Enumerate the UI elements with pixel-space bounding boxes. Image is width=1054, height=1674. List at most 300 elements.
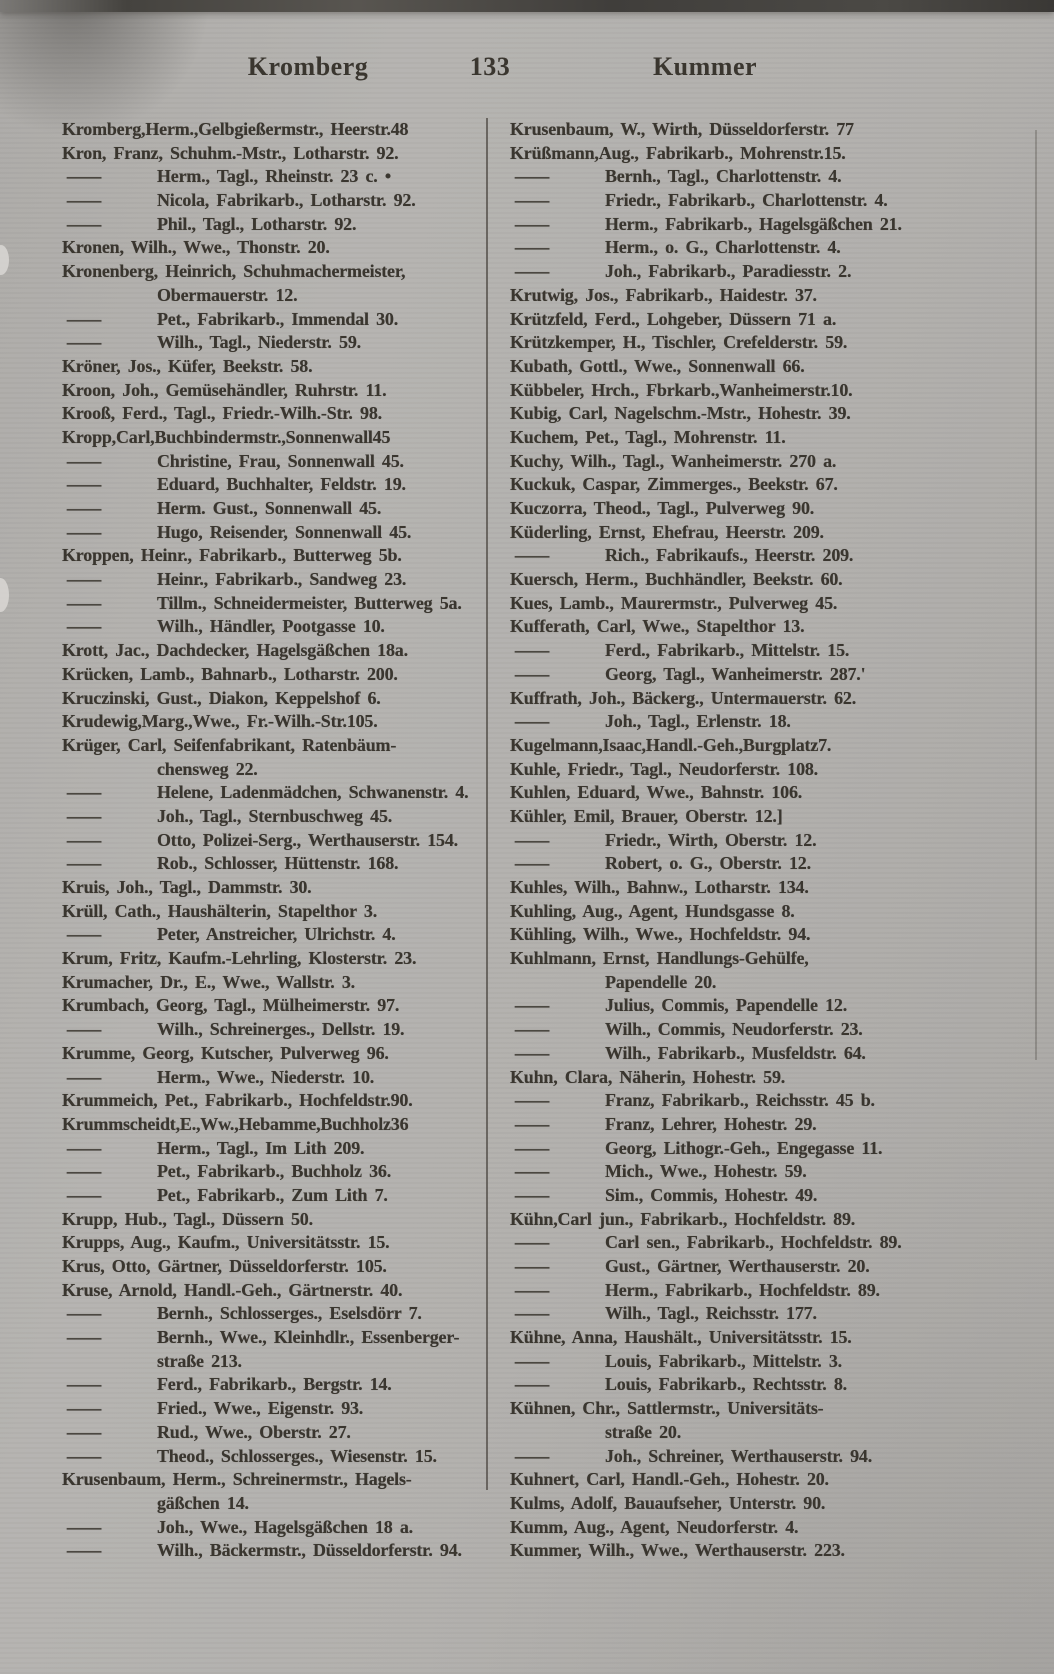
directory-entry bbox=[510, 1468, 962, 1492]
entry-text: Krutwig, Jos., Fabrikarb., Haidestr. 37. bbox=[510, 284, 817, 305]
directory-entry bbox=[510, 1445, 962, 1469]
directory-entry bbox=[510, 450, 962, 474]
directory-entry bbox=[62, 1184, 474, 1208]
same-surname-dash: — bbox=[515, 1161, 549, 1182]
entry-text: Kruczinski, Gust., Diakon, Keppelshof 6. bbox=[62, 687, 381, 708]
entry-text: Wilh., Händler, Pootgasse 10. bbox=[157, 616, 385, 637]
entry-text: Krudewig,Marg.,Wwe., Fr.-Wilh.-Str.105. bbox=[62, 711, 378, 732]
same-surname-dash: — bbox=[515, 711, 549, 732]
directory-entry bbox=[62, 568, 474, 592]
entry-text: Kühler, Emil, Brauer, Oberstr. 12.] bbox=[510, 805, 783, 826]
directory-entry bbox=[62, 1397, 474, 1421]
same-surname-dash: — bbox=[515, 995, 549, 1016]
entry-text: Kroon, Joh., Gemüsehändler, Ruhrstr. 11. bbox=[62, 379, 387, 400]
entry-text: Wilh., Tagl., Reichsstr. 177. bbox=[605, 1303, 817, 1324]
entry-text: Kuchy, Wilh., Tagl., Wanheimerstr. 270 a. bbox=[510, 450, 837, 471]
directory-entry bbox=[62, 663, 474, 687]
directory-entry bbox=[62, 852, 474, 876]
entry-text: Krüger, Carl, Seifenfabrikant, Ratenbäum- bbox=[62, 734, 397, 755]
directory-entry bbox=[510, 947, 962, 971]
directory-entry bbox=[62, 284, 474, 308]
same-surname-dash: — bbox=[67, 569, 101, 590]
same-surname-dash: — bbox=[67, 213, 101, 234]
entry-text: Kromberg,Herm.,Gelbgießermstr., Heerstr.48 bbox=[62, 119, 409, 139]
directory-entry bbox=[62, 1516, 474, 1540]
entry-text: Kuhn, Clara, Näherin, Hohestr. 59. bbox=[510, 1066, 786, 1087]
same-surname-dash: — bbox=[515, 1019, 549, 1040]
directory-entry bbox=[62, 1113, 474, 1137]
entry-text: Tillm., Schneidermeister, Butterweg 5a. bbox=[157, 592, 462, 613]
directory-entry bbox=[62, 1089, 474, 1113]
directory-entry bbox=[62, 379, 474, 403]
same-surname-dash: — bbox=[515, 1303, 549, 1324]
entry-text: Peter, Anstreicher, Ulrichstr. 4. bbox=[157, 924, 396, 945]
entry-text: Kuchem, Pet., Tagl., Mohrenstr. 11. bbox=[510, 426, 786, 447]
directory-entry bbox=[510, 758, 962, 782]
directory-entry bbox=[510, 1231, 962, 1255]
same-surname-dash: — bbox=[67, 1137, 101, 1158]
directory-entry bbox=[62, 142, 474, 166]
entry-text: Herm. Gust., Sonnenwall 45. bbox=[157, 498, 382, 518]
entry-text: Rob., Schlosser, Hüttenstr. 168. bbox=[157, 853, 399, 874]
entry-text: Pet., Fabrikarb., Immendal 30. bbox=[157, 308, 398, 329]
directory-entry bbox=[62, 1018, 474, 1042]
directory-entry bbox=[62, 687, 474, 711]
entry-text: Rud., Wwe., Oberstr. 27. bbox=[157, 1421, 351, 1442]
directory-entry bbox=[62, 639, 474, 663]
directory-entry bbox=[510, 1539, 962, 1563]
entry-text: Bernh., Schlosserges., Eselsdörr 7. bbox=[157, 1303, 422, 1324]
entry-text: Herm., Tagl., Im Lith 209. bbox=[157, 1137, 365, 1158]
entry-text: Krooß, Ferd., Tagl., Friedr.-Wilh.-Str. 98. bbox=[62, 403, 382, 424]
directory-entry bbox=[510, 1137, 962, 1161]
directory-entry bbox=[62, 308, 474, 332]
same-surname-dash: — bbox=[515, 545, 549, 566]
directory-entry bbox=[62, 710, 474, 734]
directory-entry bbox=[510, 236, 962, 260]
entry-text: Kubath, Gottl., Wwe., Sonnenwall 66. bbox=[510, 355, 805, 376]
scan-top-edge-artifact bbox=[0, 0, 1054, 12]
entry-text: Krützfeld, Ferd., Lohgeber, Düssern 71 a. bbox=[510, 308, 837, 329]
directory-entry bbox=[62, 615, 474, 639]
directory-entry bbox=[62, 1302, 474, 1326]
column-divider-rule bbox=[486, 118, 488, 1490]
entry-text: Kühling, Wilh., Wwe., Hochfeldstr. 94. bbox=[510, 924, 811, 945]
directory-entry bbox=[62, 1279, 474, 1303]
directory-entry bbox=[510, 165, 962, 189]
entry-text: Wilh., Schreinerges., Dellstr. 19. bbox=[157, 1019, 405, 1040]
same-surname-dash: — bbox=[515, 853, 549, 874]
header-keyword-left: Kromberg bbox=[247, 52, 369, 81]
directory-entry bbox=[510, 592, 962, 616]
entry-text: Joh., Tagl., Sternbuschweg 45. bbox=[157, 805, 393, 826]
entry-text: Wilh., Bäckermstr., Düsseldorferstr. 94. bbox=[157, 1540, 462, 1561]
running-header bbox=[0, 52, 1054, 88]
entry-text: Fried., Wwe., Eigenstr. 93. bbox=[157, 1398, 364, 1419]
directory-entry bbox=[510, 805, 962, 829]
entry-text: Phil., Tagl., Lotharstr. 92. bbox=[157, 213, 357, 234]
entry-text: Louis, Fabrikarb., Mittelstr. 3. bbox=[605, 1350, 842, 1371]
directory-entry bbox=[62, 189, 474, 213]
directory-entry bbox=[510, 118, 962, 142]
directory-entry bbox=[510, 781, 962, 805]
entry-text: Herm., Wwe., Niederstr. 10. bbox=[157, 1066, 375, 1087]
entry-text: Otto, Polizei-Serg., Werthauserstr. 154. bbox=[157, 829, 458, 850]
directory-entry bbox=[510, 1326, 962, 1350]
same-surname-dash: — bbox=[67, 1540, 101, 1561]
entry-text: Louis, Fabrikarb., Rechtsstr. 8. bbox=[605, 1374, 847, 1395]
directory-entry bbox=[510, 615, 962, 639]
entry-text: Krüßmann,Aug., Fabrikarb., Mohrenstr.15. bbox=[510, 142, 846, 163]
entry-text: Krummscheidt,E.,Ww.,Hebamme,Buchholz36 bbox=[62, 1113, 409, 1134]
entry-text: Kulms, Adolf, Bauaufseher, Unterstr. 90. bbox=[510, 1492, 826, 1513]
directory-entry bbox=[510, 544, 962, 568]
directory-entry bbox=[62, 1066, 474, 1090]
entry-text: Krumacher, Dr., E., Wwe., Wallstr. 3. bbox=[62, 971, 355, 992]
entry-text: Krumbach, Georg, Tagl., Mülheimerstr. 97. bbox=[62, 995, 400, 1016]
directory-entry bbox=[510, 1516, 962, 1540]
entry-text: Wilh., Commis, Neudorferstr. 23. bbox=[605, 1019, 863, 1040]
same-surname-dash: — bbox=[515, 166, 549, 187]
entry-text: Kronenberg, Heinrich, Schuhmachermeister, bbox=[62, 261, 406, 282]
same-surname-dash: — bbox=[515, 190, 549, 211]
directory-entry bbox=[62, 450, 474, 474]
same-surname-dash: — bbox=[515, 261, 549, 282]
same-surname-dash: — bbox=[67, 474, 101, 495]
entry-text: Kufferath, Carl, Wwe., Stapelthor 13. bbox=[510, 616, 805, 637]
directory-entry bbox=[62, 165, 474, 189]
directory-entry bbox=[510, 308, 962, 332]
directory-entry bbox=[510, 1208, 962, 1232]
directory-entry bbox=[62, 758, 474, 782]
directory-entry bbox=[510, 260, 962, 284]
entry-text: Heinr., Fabrikarb., Sandweg 23. bbox=[157, 569, 407, 590]
entry-text: Mich., Wwe., Hohestr. 59. bbox=[605, 1161, 807, 1182]
entry-text: Kuhlmann, Ernst, Handlungs-Gehülfe, bbox=[510, 948, 809, 969]
directory-entry bbox=[510, 710, 962, 734]
same-surname-dash: — bbox=[515, 1279, 549, 1300]
entry-text: straße 20. bbox=[605, 1421, 681, 1442]
entry-text: Kruse, Arnold, Handl.-Geh., Gärtnerstr. 40. bbox=[62, 1279, 403, 1300]
entry-text: Krupp, Hub., Tagl., Düssern 50. bbox=[62, 1208, 313, 1229]
directory-entry bbox=[62, 213, 474, 237]
directory-entry bbox=[62, 1492, 474, 1516]
directory-entry bbox=[62, 473, 474, 497]
directory-entry bbox=[510, 142, 962, 166]
entry-text: Wilh., Tagl., Niederstr. 59. bbox=[157, 332, 361, 353]
entry-text: Joh., Fabrikarb., Paradiesstr. 2. bbox=[605, 261, 852, 282]
directory-entry bbox=[510, 1113, 962, 1137]
entry-text: Kuersch, Herm., Buchhändler, Beekstr. 60. bbox=[510, 569, 843, 590]
directory-entry bbox=[510, 1255, 962, 1279]
same-surname-dash: — bbox=[67, 1398, 101, 1419]
entry-text: Krummeich, Pet., Fabrikarb., Hochfeldstr.90. bbox=[62, 1090, 413, 1111]
entry-text: Herm., Tagl., Rheinstr. 23 c. • bbox=[157, 166, 391, 187]
entry-text: Krus, Otto, Gärtner, Düsseldorferstr. 105. bbox=[62, 1256, 387, 1276]
same-surname-dash: — bbox=[67, 521, 101, 542]
entry-text: Georg, Lithogr.-Geh., Engegasse 11. bbox=[605, 1137, 883, 1158]
directory-entry bbox=[62, 1421, 474, 1445]
entry-text: Sim., Commis, Hohestr. 49. bbox=[605, 1184, 818, 1205]
directory-entry bbox=[62, 1326, 474, 1350]
directory-entry bbox=[510, 213, 962, 237]
same-surname-dash: — bbox=[515, 237, 549, 258]
entry-text: Kühn,Carl jun., Fabrikarb., Hochfeldstr. 89. bbox=[510, 1208, 856, 1229]
entry-text: Georg, Tagl., Wanheimerstr. 287.' bbox=[605, 663, 866, 684]
directory-entry bbox=[510, 1397, 962, 1421]
directory-entry bbox=[62, 118, 474, 142]
directory-entry bbox=[62, 1350, 474, 1374]
entry-text: Wilh., Fabrikarb., Musfeldstr. 64. bbox=[605, 1042, 866, 1063]
same-surname-dash: — bbox=[67, 166, 101, 187]
entry-text: Kuhlen, Eduard, Wwe., Bahnstr. 106. bbox=[510, 782, 803, 803]
directory-entry bbox=[62, 734, 474, 758]
same-surname-dash: — bbox=[67, 924, 101, 945]
entry-text: Franz, Fabrikarb., Reichsstr. 45 b. bbox=[605, 1090, 875, 1111]
directory-entry bbox=[510, 1160, 962, 1184]
entry-text: Kronen, Wilh., Wwe., Thonstr. 20. bbox=[62, 237, 330, 258]
same-surname-dash: — bbox=[67, 1066, 101, 1087]
same-surname-dash: — bbox=[515, 663, 549, 684]
directory-entry bbox=[62, 1255, 474, 1279]
directory-entry bbox=[510, 355, 962, 379]
entry-text: Bernh., Tagl., Charlottenstr. 4. bbox=[605, 166, 842, 187]
same-surname-dash: — bbox=[67, 498, 101, 518]
directory-entry bbox=[510, 521, 962, 545]
directory-entry bbox=[62, 1042, 474, 1066]
same-surname-dash: — bbox=[515, 1256, 549, 1276]
entry-text: Herm., o. G., Charlottenstr. 4. bbox=[605, 237, 841, 258]
same-surname-dash: — bbox=[67, 616, 101, 637]
directory-entry bbox=[62, 1373, 474, 1397]
directory-entry bbox=[510, 1184, 962, 1208]
same-surname-dash: — bbox=[67, 1161, 101, 1182]
same-surname-dash: — bbox=[515, 1232, 549, 1253]
entry-text: straße 213. bbox=[157, 1350, 242, 1371]
entry-text: Kuczorra, Theod., Tagl., Pulverweg 90. bbox=[510, 498, 815, 518]
directory-entry bbox=[510, 852, 962, 876]
same-surname-dash: — bbox=[67, 1019, 101, 1040]
entry-text: Krüll, Cath., Haushälterin, Stapelthor 3. bbox=[62, 900, 377, 921]
same-surname-dash: — bbox=[515, 1350, 549, 1371]
directory-entry bbox=[510, 994, 962, 1018]
directory-entry bbox=[510, 1421, 962, 1445]
entry-text: Ferd., Fabrikarb., Bergstr. 14. bbox=[157, 1374, 392, 1395]
entry-text: Robert, o. G., Oberstr. 12. bbox=[605, 853, 811, 874]
directory-entry bbox=[62, 900, 474, 924]
same-surname-dash: — bbox=[515, 213, 549, 234]
directory-entry bbox=[510, 687, 962, 711]
same-surname-dash: — bbox=[515, 1113, 549, 1134]
directory-entry bbox=[510, 900, 962, 924]
directory-entry bbox=[62, 521, 474, 545]
entry-text: Herm., Fabrikarb., Hagelsgäßchen 21. bbox=[605, 213, 902, 234]
entry-text: Pet., Fabrikarb., Buchholz 36. bbox=[157, 1161, 392, 1182]
directory-entry bbox=[62, 805, 474, 829]
directory-entry bbox=[62, 260, 474, 284]
right-column bbox=[510, 118, 962, 1563]
directory-entry bbox=[62, 1137, 474, 1161]
directory-entry bbox=[510, 1302, 962, 1326]
entry-text: Kropp,Carl,Buchbindermstr.,Sonnenwall45 bbox=[62, 426, 391, 447]
entry-text: Julius, Commis, Papendelle 12. bbox=[605, 995, 848, 1016]
directory-entry bbox=[510, 189, 962, 213]
directory-entry bbox=[510, 923, 962, 947]
same-surname-dash: — bbox=[515, 1137, 549, 1158]
directory-entry bbox=[62, 1539, 474, 1563]
entry-text: Kuhling, Aug., Agent, Hundsgasse 8. bbox=[510, 900, 795, 921]
entry-text: Pet., Fabrikarb., Zum Lith 7. bbox=[157, 1184, 388, 1205]
entry-text: Nicola, Fabrikarb., Lotharstr. 92. bbox=[157, 190, 416, 211]
entry-text: Kroppen, Heinr., Fabrikarb., Butterweg 5b. bbox=[62, 545, 402, 566]
same-surname-dash: — bbox=[67, 1327, 101, 1348]
same-surname-dash: — bbox=[67, 829, 101, 850]
directory-entry bbox=[62, 355, 474, 379]
entry-text: Krücken, Lamb., Bahnarb., Lotharstr. 200. bbox=[62, 663, 398, 684]
paper-chip-artifact bbox=[0, 245, 9, 275]
directory-entry bbox=[510, 1279, 962, 1303]
same-surname-dash: — bbox=[67, 1516, 101, 1537]
entry-text: Kuhles, Wilh., Bahnw., Lotharstr. 134. bbox=[510, 877, 809, 897]
entry-text: Kugelmann,Isaac,Handl.-Geh.,Burgplatz7. bbox=[510, 734, 832, 755]
entry-text: Joh., Tagl., Erlenstr. 18. bbox=[605, 711, 791, 732]
page-fold-shadow bbox=[1035, 130, 1037, 1060]
directory-entry bbox=[62, 829, 474, 853]
header-keyword-right: Kummer bbox=[652, 52, 758, 81]
entry-text: Kron, Franz, Schuhm.-Mstr., Lotharstr. 92. bbox=[62, 142, 399, 163]
directory-entry bbox=[510, 402, 962, 426]
directory-entry bbox=[510, 568, 962, 592]
entry-text: Krusenbaum, Herm., Schreinermstr., Hagels- bbox=[62, 1469, 412, 1490]
same-surname-dash: — bbox=[515, 1184, 549, 1205]
directory-entry bbox=[510, 1492, 962, 1516]
entry-text: Kuffrath, Joh., Bäckerg., Untermauerstr. 62. bbox=[510, 687, 856, 708]
directory-entry bbox=[62, 497, 474, 521]
directory-entry bbox=[510, 379, 962, 403]
entry-text: Helene, Ladenmädchen, Schwanenstr. 4. bbox=[157, 782, 469, 803]
directory-entry bbox=[510, 1018, 962, 1042]
entry-text: Kröner, Jos., Küfer, Beekstr. 58. bbox=[62, 355, 313, 376]
entry-text: Friedr., Fabrikarb., Charlottenstr. 4. bbox=[605, 190, 888, 211]
same-surname-dash: — bbox=[515, 1445, 549, 1466]
entry-text: Krum, Fritz, Kaufm.-Lehrling, Klosterstr. 23. bbox=[62, 948, 417, 969]
entry-text: Hugo, Reisender, Sonnenwall 45. bbox=[157, 521, 412, 542]
directory-entry bbox=[62, 592, 474, 616]
entry-text: Gust., Gärtner, Werthauserstr. 20. bbox=[605, 1256, 870, 1276]
same-surname-dash: — bbox=[67, 592, 101, 613]
directory-entry bbox=[62, 402, 474, 426]
same-surname-dash: — bbox=[67, 782, 101, 803]
directory-entry bbox=[62, 876, 474, 900]
entry-text: Kühnen, Chr., Sattlermstr., Universitäts- bbox=[510, 1398, 824, 1419]
directory-entry bbox=[510, 1373, 962, 1397]
directory-entry bbox=[62, 947, 474, 971]
same-surname-dash: — bbox=[67, 1445, 101, 1466]
entry-text: Küderling, Ernst, Ehefrau, Heerstr. 209. bbox=[510, 521, 824, 542]
directory-entry bbox=[62, 923, 474, 947]
entry-text: chensweg 22. bbox=[157, 758, 258, 779]
entry-text: Kübbeler, Hrch., Fbrkarb.,Wanheimerstr.10. bbox=[510, 379, 853, 400]
entry-text: Friedr., Wirth, Oberstr. 12. bbox=[605, 829, 817, 850]
same-surname-dash: — bbox=[515, 829, 549, 850]
entry-text: Kruis, Joh., Tagl., Dammstr. 30. bbox=[62, 877, 312, 897]
same-surname-dash: — bbox=[515, 640, 549, 661]
same-surname-dash: — bbox=[515, 1090, 549, 1111]
entry-text: Theod., Schlosserges., Wiesenstr. 15. bbox=[157, 1445, 437, 1466]
same-surname-dash: — bbox=[515, 1374, 549, 1395]
directory-entry bbox=[510, 639, 962, 663]
directory-entry bbox=[510, 829, 962, 853]
directory-entry bbox=[510, 426, 962, 450]
directory-entry bbox=[510, 497, 962, 521]
directory-entry bbox=[510, 1042, 962, 1066]
directory-entry bbox=[62, 971, 474, 995]
entry-text: Kuhnert, Carl, Handl.-Geh., Hohestr. 20. bbox=[510, 1469, 829, 1490]
directory-entry bbox=[510, 876, 962, 900]
same-surname-dash: — bbox=[67, 308, 101, 329]
entry-text: Krumme, Georg, Kutscher, Pulverweg 96. bbox=[62, 1042, 389, 1063]
entry-text: Kumm, Aug., Agent, Neudorferstr. 4. bbox=[510, 1516, 799, 1537]
directory-entry bbox=[62, 544, 474, 568]
same-surname-dash: — bbox=[67, 1421, 101, 1442]
same-surname-dash: — bbox=[67, 805, 101, 826]
entry-text: Krusenbaum, W., Wirth, Düsseldorferstr. 77 bbox=[510, 119, 854, 139]
entry-text: Krupps, Aug., Kaufm., Universitätsstr. 15. bbox=[62, 1232, 390, 1253]
directory-entry bbox=[62, 1468, 474, 1492]
directory-entry bbox=[510, 734, 962, 758]
entry-text: Rich., Fabrikaufs., Heerstr. 209. bbox=[605, 545, 854, 566]
directory-entry bbox=[510, 284, 962, 308]
directory-entry bbox=[510, 331, 962, 355]
directory-entry bbox=[62, 1231, 474, 1255]
entry-text: Joh., Schreiner, Werthauserstr. 94. bbox=[605, 1445, 873, 1466]
directory-entry bbox=[510, 1350, 962, 1374]
same-surname-dash: — bbox=[67, 1303, 101, 1324]
directory-entry bbox=[510, 663, 962, 687]
entry-text: Kühne, Anna, Haushält., Universitätsstr. 15. bbox=[510, 1327, 852, 1348]
page-number: 133 bbox=[469, 52, 511, 81]
same-surname-dash: — bbox=[67, 332, 101, 353]
directory-entry bbox=[510, 1066, 962, 1090]
entry-text: Christine, Frau, Sonnenwall 45. bbox=[157, 450, 404, 471]
entry-text: Ferd., Fabrikarb., Mittelstr. 15. bbox=[605, 640, 850, 661]
directory-entry bbox=[62, 426, 474, 450]
entry-text: Kues, Lamb., Maurermstr., Pulverweg 45. bbox=[510, 592, 838, 613]
entry-text: Kubig, Carl, Nagelschm.-Mstr., Hohestr. 39. bbox=[510, 403, 851, 424]
entry-text: Eduard, Buchhalter, Feldstr. 19. bbox=[157, 474, 406, 495]
same-surname-dash: — bbox=[515, 1042, 549, 1063]
directory-entry bbox=[510, 971, 962, 995]
paper-chip-artifact bbox=[0, 578, 9, 612]
directory-columns bbox=[62, 118, 962, 1563]
entry-text: Bernh., Wwe., Kleinhdlr., Essenberger- bbox=[157, 1327, 460, 1348]
entry-text: Franz, Lehrer, Hohestr. 29. bbox=[605, 1113, 817, 1134]
same-surname-dash: — bbox=[67, 190, 101, 211]
same-surname-dash: — bbox=[67, 853, 101, 874]
left-column bbox=[62, 118, 474, 1563]
directory-entry bbox=[62, 1208, 474, 1232]
entry-text: gäßchen 14. bbox=[157, 1492, 249, 1513]
directory-entry bbox=[62, 994, 474, 1018]
entry-text: Kummer, Wilh., Wwe., Werthauserstr. 223. bbox=[510, 1540, 845, 1561]
entry-text: Krott, Jac., Dachdecker, Hagelsgäßchen 18a. bbox=[62, 640, 408, 661]
entry-text: Carl sen., Fabrikarb., Hochfeldstr. 89. bbox=[605, 1232, 902, 1253]
directory-entry bbox=[62, 1160, 474, 1184]
directory-entry bbox=[510, 473, 962, 497]
directory-entry bbox=[62, 331, 474, 355]
entry-text: Obermauerstr. 12. bbox=[157, 284, 298, 305]
directory-entry bbox=[62, 236, 474, 260]
